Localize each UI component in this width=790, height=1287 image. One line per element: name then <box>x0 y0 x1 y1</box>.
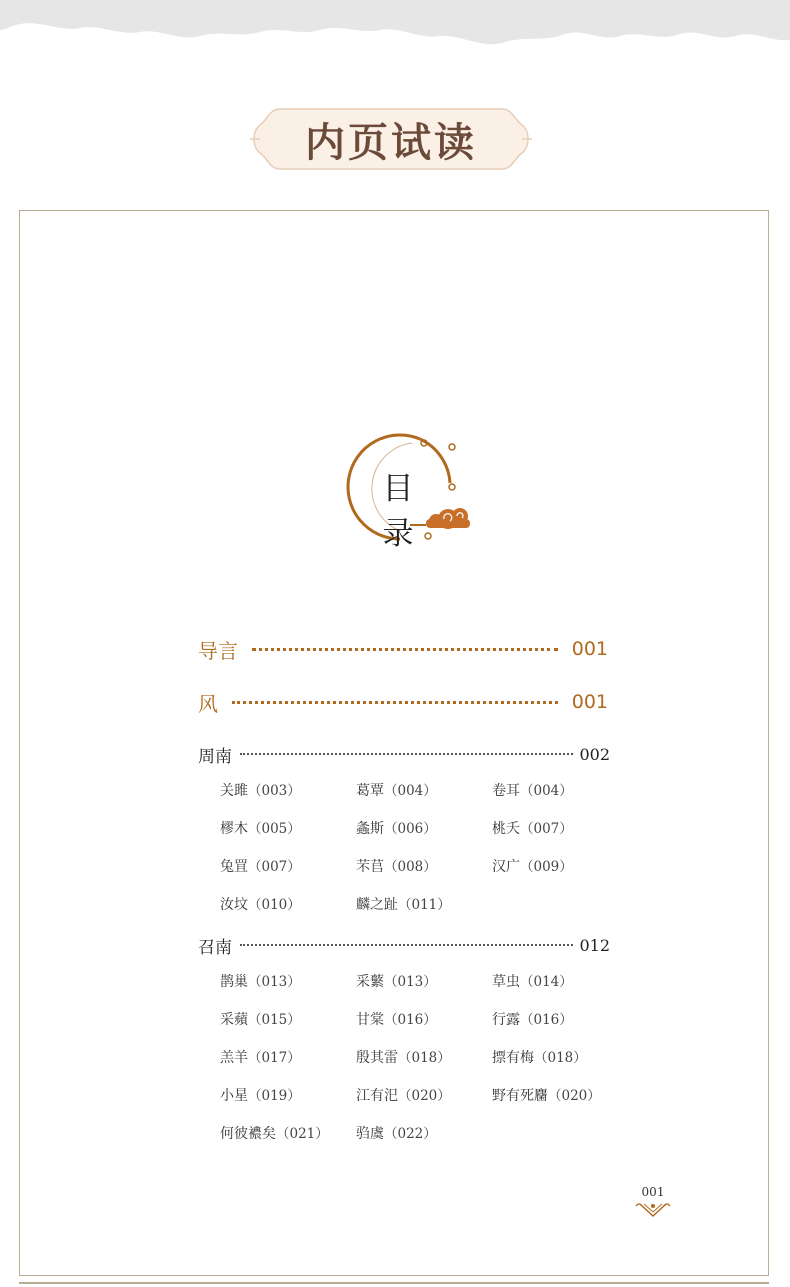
poem-title: 卷耳 <box>492 783 520 799</box>
poem-page: （019） <box>248 1088 301 1104</box>
poem-title: 驺虞 <box>356 1126 384 1142</box>
poem-page: （018） <box>534 1050 587 1066</box>
poem-page: （014） <box>520 974 573 990</box>
toc-poem-entry[interactable] <box>356 1122 492 1160</box>
toc-poem-entry[interactable] <box>220 893 356 931</box>
poem-page: （011） <box>398 897 451 913</box>
poem-title: 汉广 <box>492 859 520 875</box>
poem-page: （006） <box>384 821 437 837</box>
poem-page: （018） <box>398 1050 451 1066</box>
poem-title: 麟之趾 <box>356 897 398 913</box>
toc-poem-entry[interactable] <box>356 779 492 817</box>
toc-poem-entry[interactable] <box>220 855 356 893</box>
poem-title: 采蘋 <box>220 1012 248 1028</box>
poem-page: （013） <box>384 974 437 990</box>
toc-entry-page: 001 <box>571 638 608 660</box>
poem-title: 兔罝 <box>220 859 248 875</box>
cloud-header-decoration <box>0 0 790 60</box>
toc-section-label: 召南 <box>198 937 232 958</box>
poem-title: 甘棠 <box>356 1012 384 1028</box>
toc-poem-entry[interactable] <box>492 1046 640 1084</box>
poem-page: （004） <box>384 783 437 799</box>
toc-poem-entry[interactable] <box>356 1046 492 1084</box>
toc-poem-entry[interactable] <box>220 1084 356 1122</box>
toc-entry-label: 导言 <box>198 638 238 663</box>
contents-heading: 目 录 <box>382 471 426 552</box>
toc-poem-entry[interactable] <box>220 970 356 1008</box>
poem-title: 小星 <box>220 1088 248 1104</box>
toc-poem-entry[interactable] <box>356 1084 492 1122</box>
toc-section-page: 002 <box>579 744 610 764</box>
poem-title: 采蘩 <box>356 974 384 990</box>
poem-title: 鹊巢 <box>220 974 248 990</box>
toc-poem-entry[interactable] <box>492 1008 640 1046</box>
toc-poem-entry[interactable] <box>220 1008 356 1046</box>
poem-list-shaonan <box>220 970 640 1160</box>
poem-title: 行露 <box>492 1012 520 1028</box>
toc-section-label: 周南 <box>198 746 232 767</box>
poem-page: （009） <box>520 859 573 875</box>
poem-page: （003） <box>248 783 301 799</box>
toc-poem-entry[interactable] <box>356 970 492 1008</box>
toc-poem-entry[interactable] <box>492 970 640 1008</box>
poem-page: （020） <box>398 1088 451 1104</box>
poem-title: 桃夭 <box>492 821 520 837</box>
toc-poem-entry[interactable] <box>356 855 492 893</box>
toc-poem-entry[interactable] <box>492 817 640 855</box>
poem-title: 江有汜 <box>356 1088 398 1104</box>
poem-page: （004） <box>520 783 573 799</box>
poem-page: （007） <box>520 821 573 837</box>
page-number: 001 <box>641 1185 665 1199</box>
contents-emblem <box>340 421 480 552</box>
toc-section-zhounan[interactable] <box>198 740 610 768</box>
poem-title: 摽有梅 <box>492 1050 534 1066</box>
folio-ornament-icon <box>626 1200 680 1220</box>
toc-poem-entry[interactable] <box>356 817 492 855</box>
page-bottom-rule <box>19 1282 769 1284</box>
poem-title: 芣苢 <box>356 859 384 875</box>
poem-title: 樛木 <box>220 821 248 837</box>
toc-poem-entry[interactable] <box>220 817 356 855</box>
poem-page: （016） <box>384 1012 437 1028</box>
poem-page: （005） <box>248 821 301 837</box>
poem-page: （020） <box>548 1088 601 1104</box>
toc-section-page: 012 <box>579 935 610 955</box>
poem-title: 葛覃 <box>356 783 384 799</box>
poem-page: （008） <box>384 859 437 875</box>
toc-poem-entry[interactable] <box>492 855 640 893</box>
toc-poem-entry[interactable] <box>356 893 492 931</box>
poem-title: 羔羊 <box>220 1050 248 1066</box>
poem-title: 汝坟 <box>220 897 248 913</box>
poem-title: 螽斯 <box>356 821 384 837</box>
poem-page: （010） <box>248 897 301 913</box>
dot-leader <box>240 753 573 755</box>
poem-title: 何彼襛矣 <box>220 1126 276 1142</box>
toc-poem-entry[interactable] <box>220 1122 356 1160</box>
book-page <box>19 210 769 1276</box>
poem-page: （021） <box>276 1126 329 1142</box>
poem-page: （007） <box>248 859 301 875</box>
toc-entry-page: 001 <box>571 691 608 713</box>
toc-entry-label: 风 <box>198 691 218 716</box>
poem-page: （017） <box>248 1050 301 1066</box>
dot-leader <box>232 701 558 704</box>
poem-page: （015） <box>248 1012 301 1028</box>
section-banner <box>250 103 532 175</box>
banner-title: 内页试读 <box>305 118 477 166</box>
toc-poem-entry[interactable] <box>492 779 640 817</box>
toc-entry-intro[interactable] <box>198 633 608 665</box>
toc-poem-entry[interactable] <box>492 1084 640 1122</box>
poem-title: 殷其雷 <box>356 1050 398 1066</box>
toc-poem-entry[interactable] <box>356 1008 492 1046</box>
poem-list-zhounan <box>220 779 640 931</box>
toc-poem-entry[interactable] <box>220 779 356 817</box>
poem-title: 草虫 <box>492 974 520 990</box>
poem-page: （022） <box>384 1126 437 1142</box>
dot-leader <box>240 944 573 946</box>
poem-page: （013） <box>248 974 301 990</box>
poem-title: 关雎 <box>220 783 248 799</box>
toc-poem-entry[interactable] <box>220 1046 356 1084</box>
toc-section-shaonan[interactable] <box>198 931 610 959</box>
toc-entry-feng[interactable] <box>198 686 608 718</box>
poem-page: （016） <box>520 1012 573 1028</box>
dot-leader <box>252 648 558 651</box>
poem-title: 野有死麕 <box>492 1088 548 1104</box>
